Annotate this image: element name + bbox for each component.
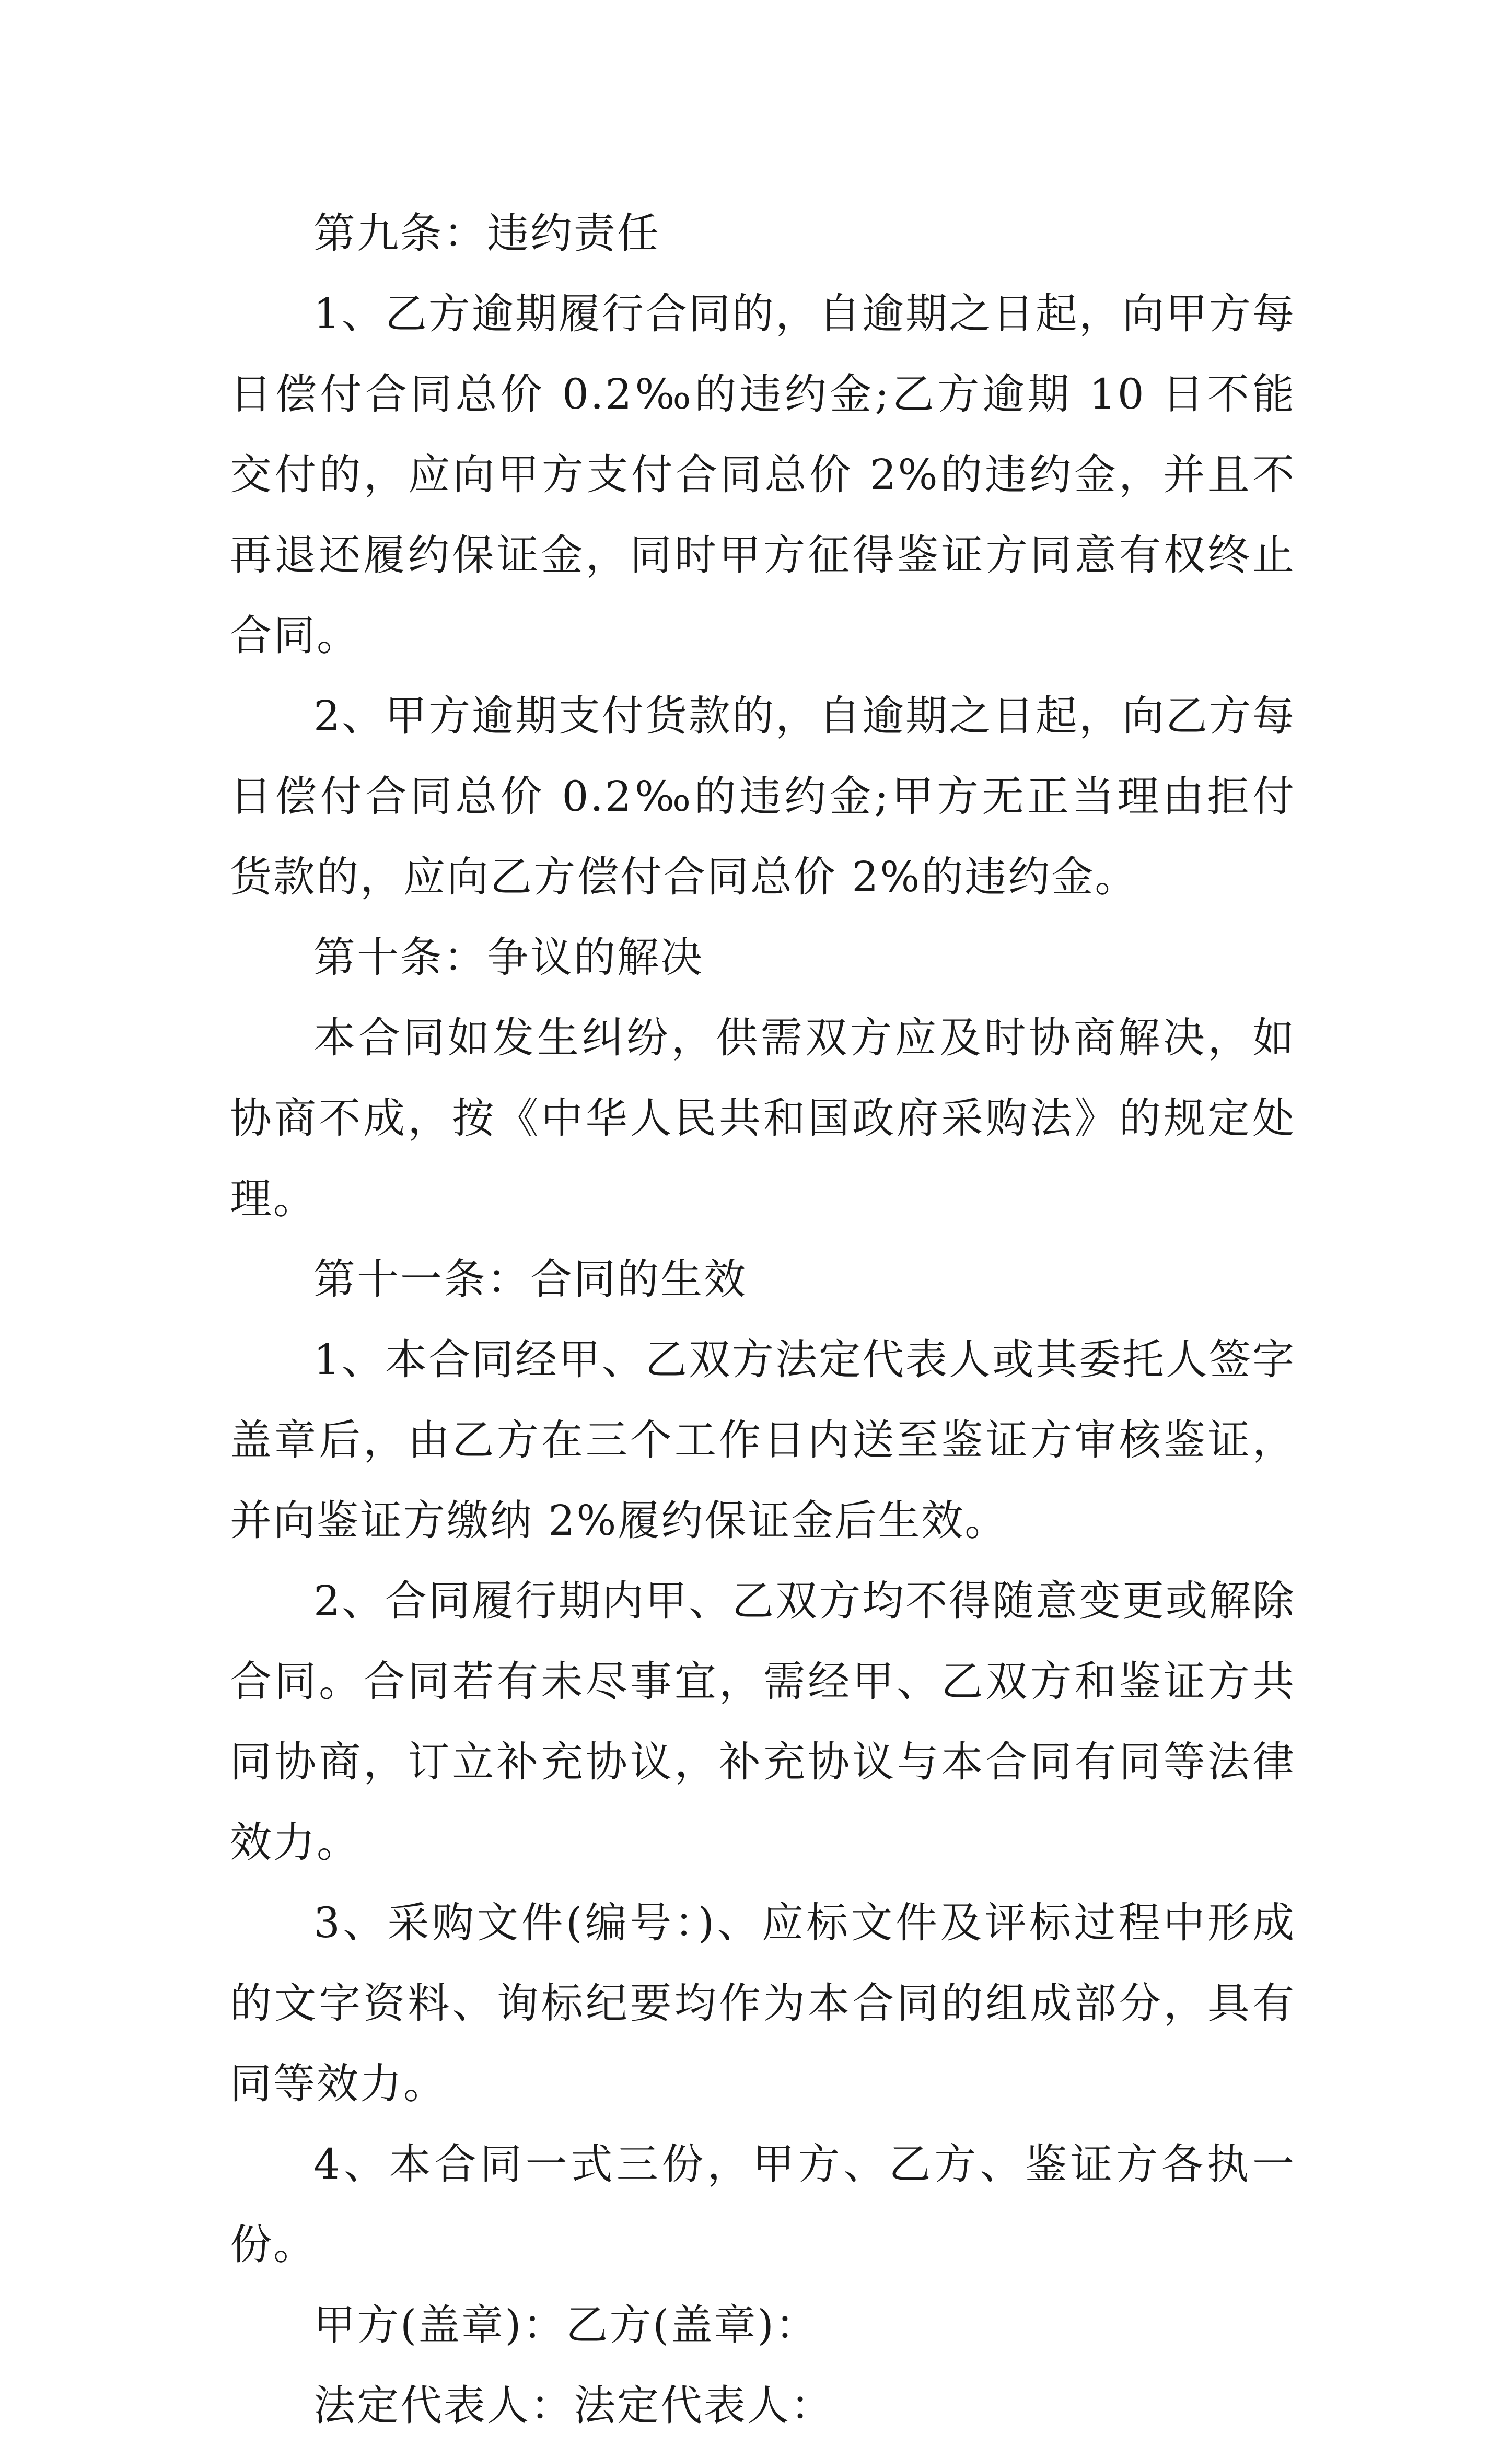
clause-paragraph: 1、本合同经甲、乙双方法定代表人或其委托人签字盖章后，由乙方在三个工作日内送至鉴证方审核鉴证，并向鉴证方缴纳 2%履约保证金后生效。 [230,1335,1296,1545]
section-heading-breach-liability: 第九条：违约责任 [313,209,660,258]
clause-paragraph: 2、合同履行期内甲、乙双方均不得随意变更或解除合同。合同若有未尽事宜，需经甲、乙双方和鉴证方共同协商，订立补充协议，补充协议与本合同有同等法律效力。 [230,1577,1296,1867]
clause-paragraph: 3、采购文件(编号：)、应标文件及评标过程中形成的文字资料、询标纪要均作为本合同的组成部分，具有同等效力。 [230,1898,1296,2108]
signature-line-seal: 甲方(盖章)：乙方(盖章)： [313,2301,819,2349]
section-heading-dispute-resolution: 第十条：争议的解决 [313,933,704,982]
clause-paragraph: 本合同如发生纠纷，供需双方应及时协商解决，如协商不成，按《中华人民共和国政府采购法》的规定处理。 [230,1014,1296,1223]
document-body [230,193,1296,2446]
signature-line-representative: 法定代表人：法定代表人： [313,2381,834,2430]
clause-paragraph: 4、本合同一式三份，甲方、乙方、鉴证方各执一份。 [230,2140,1296,2269]
clause-paragraph: 1、乙方逾期履行合同的，自逾期之日起，向甲方每日偿付合同总价 0.2‰的违约金;乙方逾期 10 日不能交付的，应向甲方支付合同总价 2%的违约金，并且不再退还履约保证金，同时甲方征得鉴证方同意有权终止合同。 [230,289,1296,660]
clause-paragraph: 2、甲方逾期支付货款的，自逾期之日起，向乙方每日偿付合同总价 0.2‰的违约金;甲方无正当理由拒付货款的，应向乙方偿付合同总价 2%的违约金。 [230,692,1296,901]
section-heading-contract-effect: 第十一条：合同的生效 [313,1255,747,1303]
